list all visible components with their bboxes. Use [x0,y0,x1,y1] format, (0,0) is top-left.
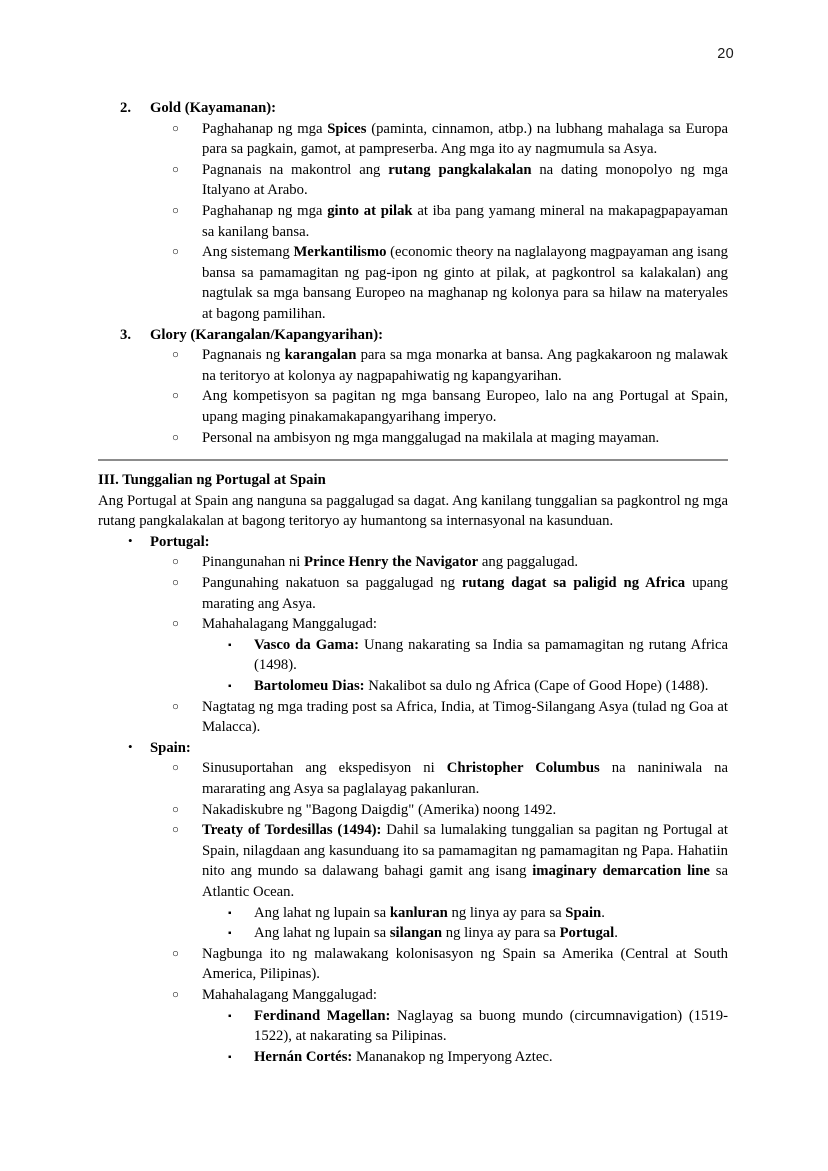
square-bullet-icon: ▪ [228,1051,232,1063]
circle-bullet-icon: ○ [172,349,179,362]
list-item-text: Ang kompetisyon sa pagitan ng mga bansang Europeo, lalo na ang Portugal at Spain, upang maging pinakamakapangyarihang imperyo. [202,388,728,425]
list-item-text: Pangunahing nakatuon sa paggalugad ng rutang dagat sa paligid ng Africa upang marating ang Asya. [202,575,728,612]
circle-bullet-icon: ○ [172,947,179,960]
square-bullet-icon: ▪ [228,1010,232,1022]
list-item-gold [98,98,728,119]
list-item-text: Ferdinand Magellan: Naglayag sa buong mundo (circumnavigation) (1519-1522), at nakarating sa Pilipinas. [254,1007,728,1045]
list-item [98,201,728,242]
list-item-spain [98,738,728,759]
list-item-text: Pagnanais na makontrol ang rutang pangkalakalan na dating monopolyo ng mga Italyano at Arabo. [202,161,728,199]
portugal-heading: Portugal: [150,533,210,550]
circle-bullet-icon: ○ [172,390,179,403]
list-item [98,614,728,635]
list-item-text: Nagbunga ito ng malawakang kolonisasyon ng Spain sa Amerika (Central at South America, Pilipinas). [202,945,728,983]
list-item [98,242,728,324]
circle-bullet-icon: ○ [172,700,179,713]
list-item [98,903,728,924]
list-item [98,573,728,614]
list-marker-number: 3. [120,326,132,343]
gold-heading: Gold (Kayamanan): [150,100,277,116]
spain-heading: Spain: [150,739,191,756]
list-item [98,1006,728,1047]
circle-bullet-icon: ○ [172,246,179,259]
square-bullet-icon: ▪ [228,928,232,940]
list-item [98,944,728,985]
document-body [98,98,728,1067]
disc-bullet-icon: • [128,738,133,754]
page-number: 20 [717,46,734,62]
list-item-text: Ang lahat ng lupain sa kanluran ng linya ay para sa Spain. [254,904,605,921]
section-iii-intro: Ang Portugal at Spain ang nanguna sa paggalugad sa dagat. Ang kanilang tunggalian sa pagkontrol ng mga rutang pangkalakalan at bagong teritoryo ay humantong sa internasyonal na kasunduan. [98,492,728,530]
list-item [98,428,728,449]
circle-bullet-icon: ○ [172,762,179,775]
list-item-text: Paghahanap ng mga Spices (paminta, cinnamon, atbp.) na lubhang mahalaga sa Europa para sa pagkain, gamot, at pampreserba. Ang mga ito ay nagmumula sa Asya. [202,120,728,158]
list-item-portugal [98,532,728,553]
list-marker-number: 2. [120,100,132,116]
list-item [98,635,728,676]
list-item [98,676,728,697]
list-item-glory [98,325,728,346]
list-item-text: Hernán Cortés: Mananakop ng Imperyong Aztec. [254,1048,553,1065]
circle-bullet-icon: ○ [172,163,179,176]
circle-bullet-icon: ○ [172,618,179,631]
list-item-text: Mahahalagang Manggalugad: [202,986,377,1003]
list-item [98,119,728,160]
list-item-text: Ang lahat ng lupain sa silangan ng linya ay para sa Portugal. [254,925,618,942]
list-item-text: Sinusuportahan ang ekspedisyon ni Christopher Columbus na naniniwala na mararating ang Asya sa paglalayag pakanluran. [202,760,728,797]
list-item [98,386,728,427]
list-item-text: Paghahanap ng mga ginto at pilak at iba pang yamang mineral na makapagpapayaman sa kanilang bansa. [202,202,729,240]
list-item [98,758,728,799]
glory-heading: Glory (Karangalan/Kapangyarihan): [150,326,383,343]
list-item [98,345,728,386]
portugal-bullet-list [98,552,728,737]
circle-bullet-icon: ○ [172,204,179,217]
list-item [98,1047,728,1068]
circle-bullet-icon: ○ [172,577,179,590]
square-bullet-icon: ▪ [228,639,232,651]
circle-bullet-icon: ○ [172,824,179,837]
section-iii-heading: III. Tunggalian ng Portugal at Spain [98,472,326,489]
square-bullet-icon: ▪ [228,907,232,919]
square-bullet-icon: ▪ [228,681,232,693]
disc-bullet-icon: • [128,532,133,548]
list-item-text: Nakadiskubre ng "Bagong Daigdig" (Amerika) noong 1492. [202,801,557,818]
spain-bullet-list [98,758,728,1067]
list-item [98,160,728,201]
list-item-text: Pagnanais ng karangalan para sa mga monarka at bansa. Ang pagkakaroon ng malawak na teritoryo at kolonya ay nagpapahiwatig ng kapangyarihan. [202,347,728,384]
list-item [98,820,728,902]
list-item-text: Ang sistemang Merkantilismo (economic theory na naglalayong magpayaman ang isang bansa sa pamamagitan ng pag-ipon ng ginto at pilak, at pagkontrol sa kalakalan) ang nagtulak sa mga bansang Europeo na maghanap ng kolonya para sa hilaw na materyales at bagong pamilihan. [202,244,728,322]
tordesillas-terms-list [98,903,728,944]
spain-explorers-list [98,1006,728,1068]
glory-bullet-list [98,345,728,448]
portugal-explorers-list [98,635,728,697]
circle-bullet-icon: ○ [172,431,179,444]
list-item [98,552,728,573]
list-item-text: Bartolomeu Dias: Nakalibot sa dulo ng Africa (Cape of Good Hope) (1488). [254,678,709,695]
circle-bullet-icon: ○ [172,803,179,816]
gold-bullet-list [98,119,728,325]
list-item-text: Nagtatag ng mga trading post sa Africa, India, at Timog-Silangang Asya (tulad ng Goa at Malacca). [202,698,728,736]
circle-bullet-icon: ○ [172,556,179,569]
list-item [98,985,728,1006]
list-item-text: Personal na ambisyon ng mga manggalugad na makilala at maging mayaman. [202,429,660,446]
section-divider [98,459,728,461]
circle-bullet-icon: ○ [172,122,179,135]
list-item-text: Treaty of Tordesillas (1494): Dahil sa lumalaking tunggalian sa pagitan ng Portugal at Spain, nilagdaan ang kasunduang ito sa pamamagitan ng pamamagitan ng Papa. Hahatiin nito ang mundo sa dalawang bahagi gamit ang isang imaginary demarcation line sa Atlantic Ocean. [202,822,728,900]
list-item-text: Mahahalagang Manggalugad: [202,616,377,633]
list-item-text: Pinangunahan ni Prince Henry the Navigator ang paggalugad. [202,554,579,571]
circle-bullet-icon: ○ [172,988,179,1001]
list-item-text: Vasco da Gama: Unang nakarating sa India sa pamamagitan ng rutang Africa (1498). [254,636,728,674]
list-item [98,923,728,944]
list-item [98,800,728,821]
list-item [98,697,728,738]
